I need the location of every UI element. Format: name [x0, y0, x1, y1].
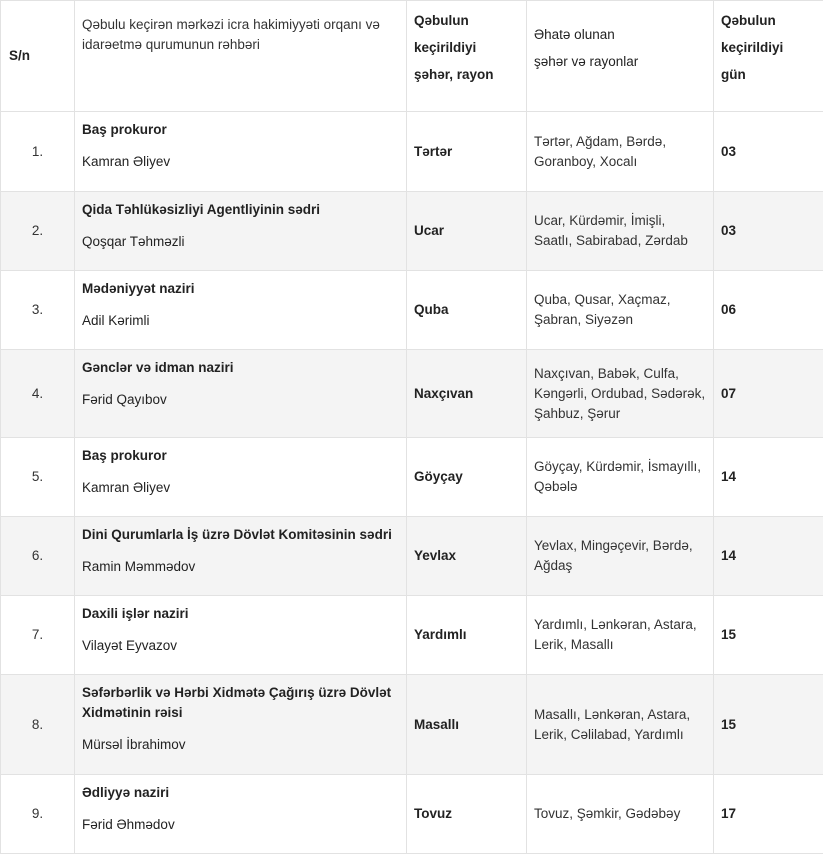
official-cell — [75, 350, 407, 438]
reception-city: Tərtər — [407, 112, 527, 192]
official-cell — [75, 112, 407, 192]
official-cell — [75, 675, 407, 775]
header-day-line3: gün — [721, 61, 816, 88]
official-cell — [75, 596, 407, 675]
official-title: Baş prokuror — [82, 120, 399, 140]
reception-day: 07 — [714, 350, 823, 438]
header-areas — [527, 1, 714, 112]
row-number: 7. — [1, 596, 75, 675]
covered-areas: Ucar, Kürdəmir, İmişli, Saatlı, Sabirabad, Zərdab — [527, 192, 714, 271]
row-number: 3. — [1, 271, 75, 350]
official-title: Mədəniyyət naziri — [82, 279, 399, 299]
header-city-line2: keçirildiyi — [414, 34, 519, 61]
header-day — [714, 1, 823, 112]
official-title: Gənclər və idman naziri — [82, 358, 399, 378]
header-day-line1: Qəbulun — [721, 7, 816, 34]
official-cell — [75, 192, 407, 271]
table-row — [1, 775, 823, 854]
official-person: Fərid Əhmədov — [82, 815, 399, 835]
reception-city: Göyçay — [407, 438, 527, 517]
official-person: Kamran Əliyev — [82, 152, 399, 172]
table-row — [1, 517, 823, 596]
official-cell — [75, 775, 407, 854]
covered-areas: Naxçıvan, Babək, Culfa, Kəngərli, Ordubad, Sədərək, Şahbuz, Şərur — [527, 350, 714, 438]
official-person: Qoşqar Təhməzli — [82, 232, 399, 252]
reception-city: Yevlax — [407, 517, 527, 596]
covered-areas: Yevlax, Mingəçevir, Bərdə, Ağdaş — [527, 517, 714, 596]
row-number: 5. — [1, 438, 75, 517]
reception-day: 03 — [714, 192, 823, 271]
reception-day: 03 — [714, 112, 823, 192]
table-row — [1, 350, 823, 438]
official-person: Mürsəl İbrahimov — [82, 735, 399, 755]
official-title: Səfərbərlik və Hərbi Xidmətə Çağırış üzrə Dövlət Xidmətinin rəisi — [82, 683, 399, 723]
official-person: Fərid Qayıbov — [82, 390, 399, 410]
covered-areas: Quba, Qusar, Xaçmaz, Şabran, Siyəzən — [527, 271, 714, 350]
header-areas-line1: Əhatə olunan — [534, 21, 706, 48]
row-number: 9. — [1, 775, 75, 854]
header-official — [75, 1, 407, 112]
covered-areas: Göyçay, Kürdəmir, İsmayıllı, Qəbələ — [527, 438, 714, 517]
table-row — [1, 675, 823, 775]
header-city-line3: şəhər, rayon — [414, 61, 519, 88]
official-title: Ədliyyə naziri — [82, 783, 399, 803]
row-number: 2. — [1, 192, 75, 271]
header-official-text: Qəbulu keçirən mərkəzi icra hakimiyyəti orqanı və idarəetmə qurumunun rəhbəri — [82, 17, 380, 52]
reception-city: Naxçıvan — [407, 350, 527, 438]
official-cell — [75, 438, 407, 517]
official-person: Adil Kərimli — [82, 311, 399, 331]
row-number: 4. — [1, 350, 75, 438]
table-row — [1, 271, 823, 350]
covered-areas: Yardımlı, Lənkəran, Astara, Lerik, Masallı — [527, 596, 714, 675]
reception-day: 15 — [714, 675, 823, 775]
official-title: Daxili işlər naziri — [82, 604, 399, 624]
covered-areas: Tovuz, Şəmkir, Gədəbəy — [527, 775, 714, 854]
reception-day: 14 — [714, 438, 823, 517]
header-areas-line2: şəhər və rayonlar — [534, 48, 706, 75]
table-row — [1, 438, 823, 517]
reception-city: Masallı — [407, 675, 527, 775]
reception-city: Yardımlı — [407, 596, 527, 675]
reception-city: Ucar — [407, 192, 527, 271]
official-cell — [75, 517, 407, 596]
reception-day: 06 — [714, 271, 823, 350]
reception-city: Tovuz — [407, 775, 527, 854]
covered-areas: Masallı, Lənkəran, Astara, Lerik, Cəlilabad, Yardımlı — [527, 675, 714, 775]
table-row — [1, 112, 823, 192]
reception-day: 14 — [714, 517, 823, 596]
table-row — [1, 596, 823, 675]
official-title: Baş prokuror — [82, 446, 399, 466]
official-title: Dini Qurumlarla İş üzrə Dövlət Komitəsinin sədri — [82, 525, 399, 545]
table-row — [1, 192, 823, 271]
reception-day: 15 — [714, 596, 823, 675]
official-title: Qida Təhlükəsizliyi Agentliyinin sədri — [82, 200, 399, 220]
official-person: Kamran Əliyev — [82, 478, 399, 498]
row-number: 6. — [1, 517, 75, 596]
header-day-line2: keçirildiyi — [721, 34, 816, 61]
reception-day: 17 — [714, 775, 823, 854]
header-city-line1: Qəbulun — [414, 7, 519, 34]
reception-city: Quba — [407, 271, 527, 350]
row-number: 8. — [1, 675, 75, 775]
header-sn: S/n — [1, 1, 75, 112]
header-city — [407, 1, 527, 112]
covered-areas: Tərtər, Ağdam, Bərdə, Goranboy, Xocalı — [527, 112, 714, 192]
official-person: Vilayət Eyvazov — [82, 636, 399, 656]
official-cell — [75, 271, 407, 350]
row-number: 1. — [1, 112, 75, 192]
table-header-row — [1, 1, 823, 112]
official-person: Ramin Məmmədov — [82, 557, 399, 577]
